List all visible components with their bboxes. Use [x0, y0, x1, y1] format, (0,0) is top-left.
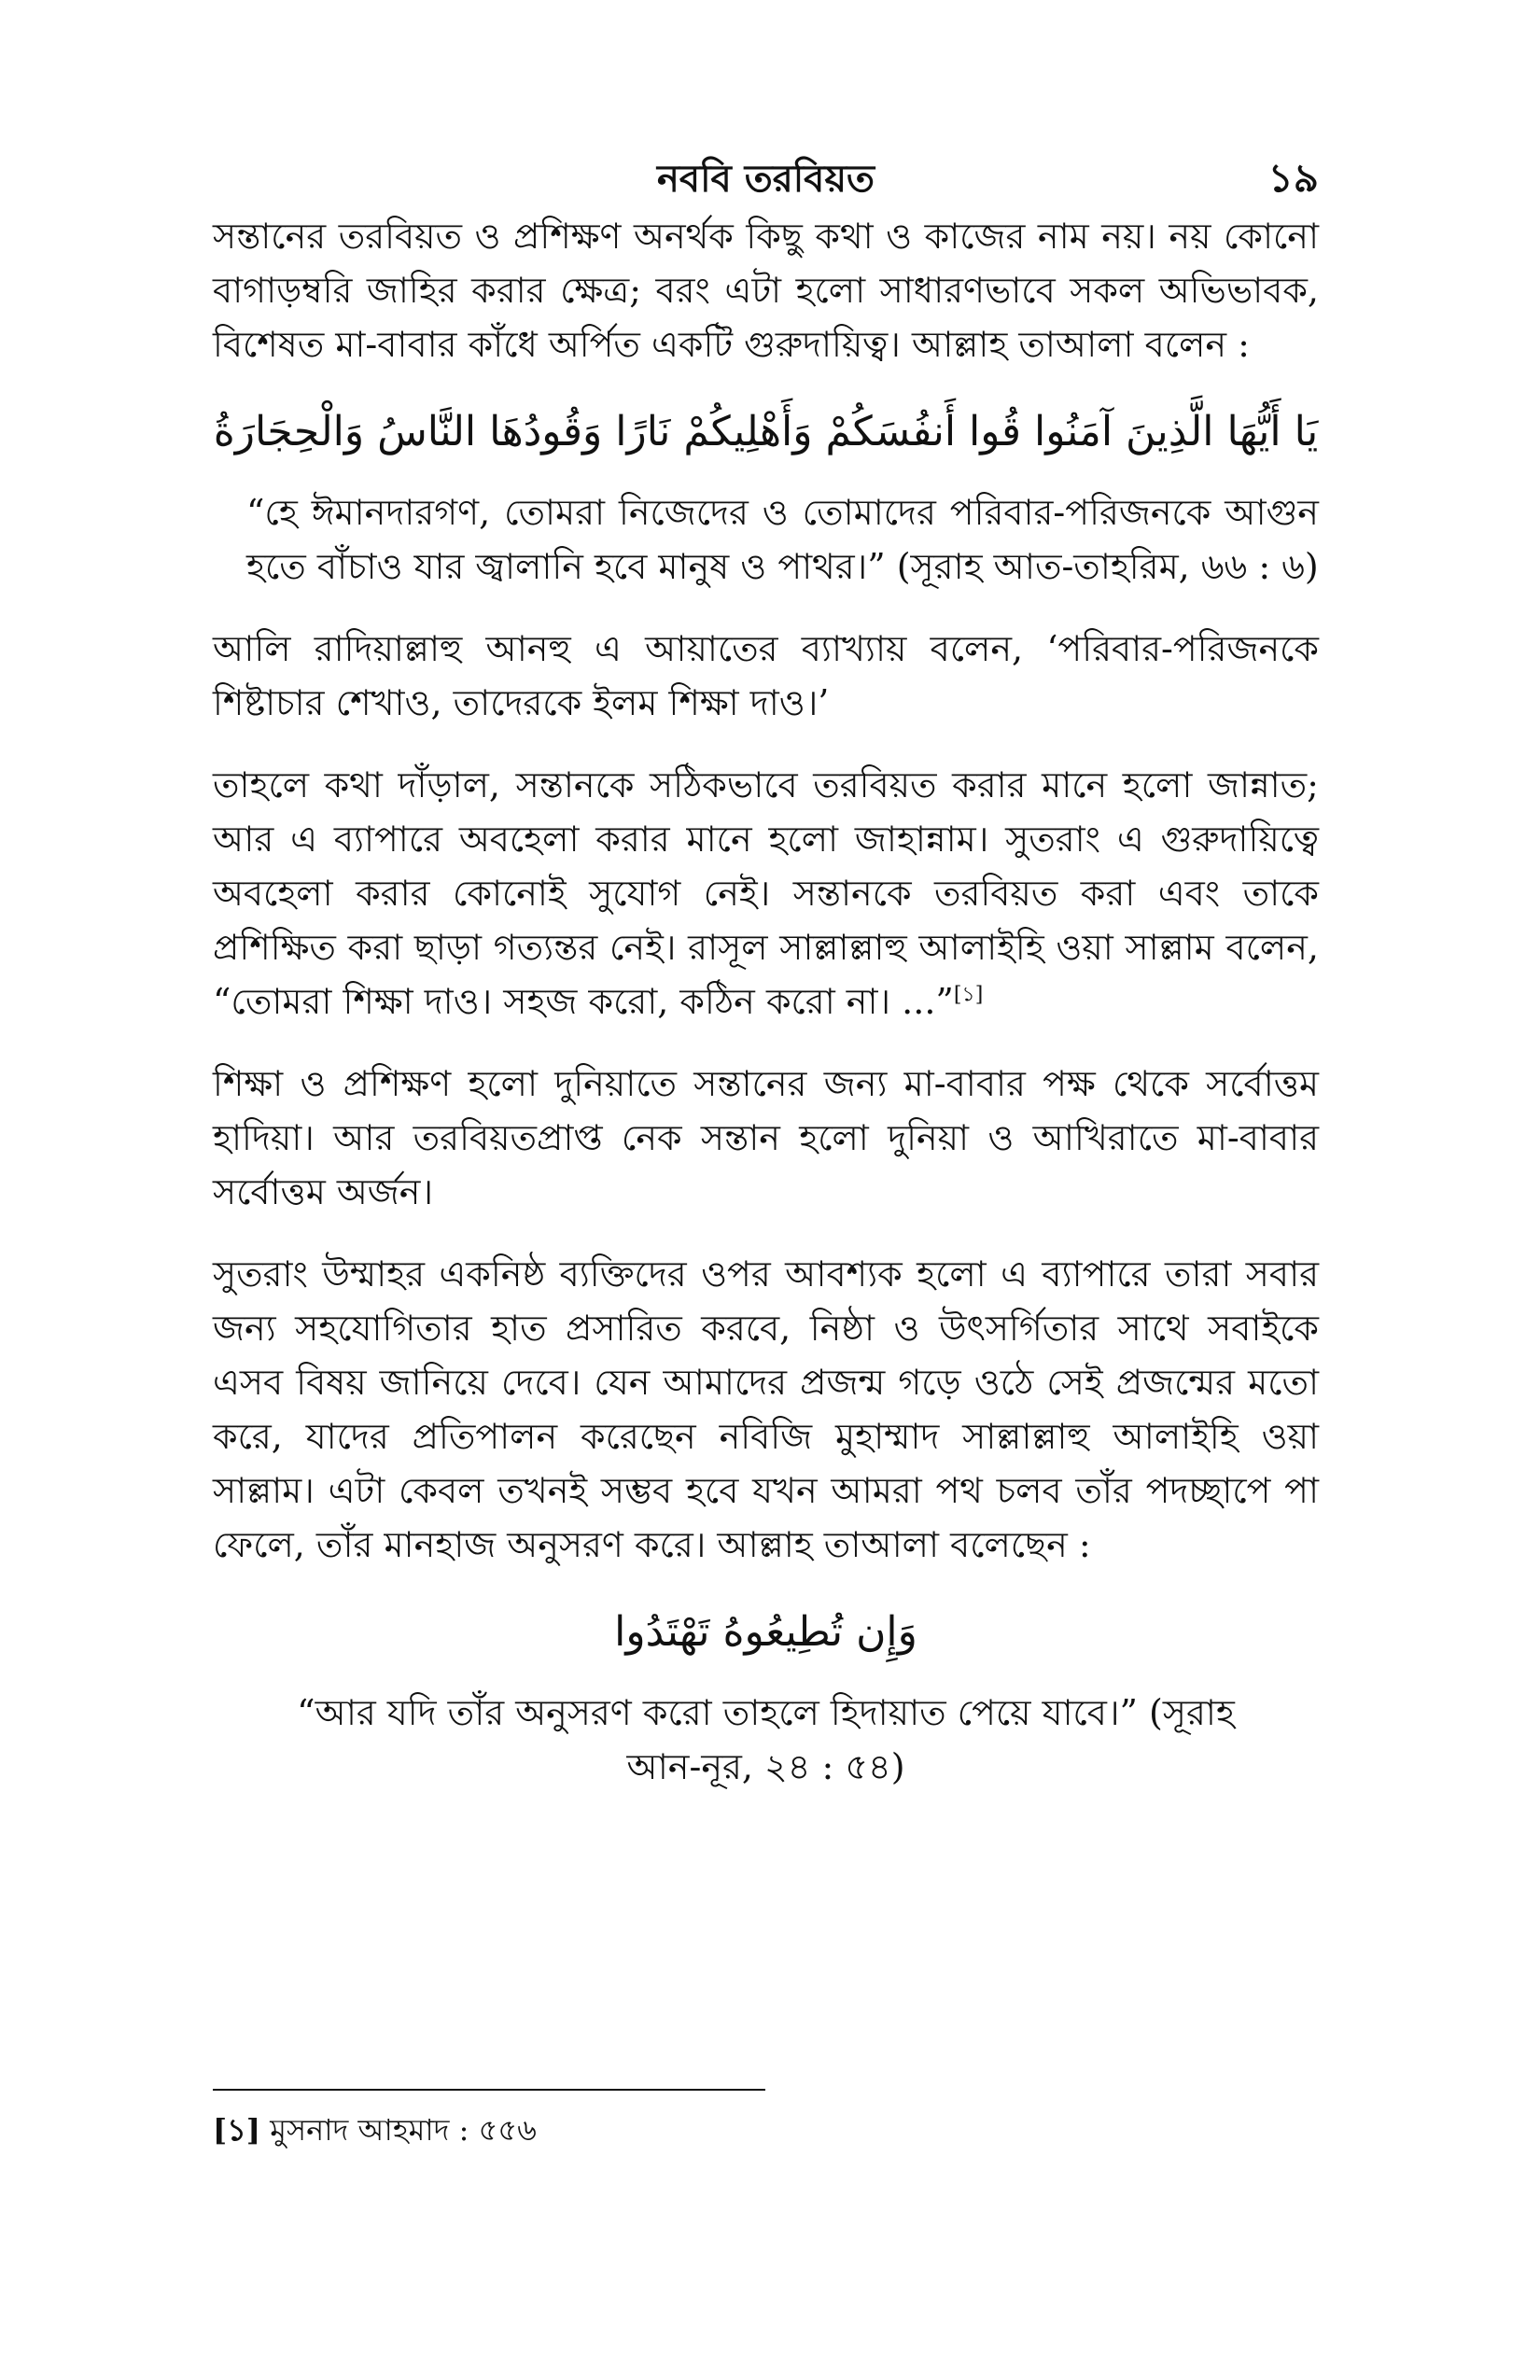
page-content: [213, 131, 1319, 1822]
arabic-verse-1: يَا أَيُّهَا الَّذِينَ آمَنُوا قُوا أَنفُسَكُمْ وَأَهْلِيكُمْ نَارًا وَقُودُهَا النَّاسُ وَالْحِجَارَةُ: [213, 408, 1319, 455]
running-header: [213, 131, 1319, 205]
paragraph-2: আলি রাদিয়াল্লাহু আনহু এ আয়াতের ব্যাখ্যায় বলেন, ‘পরিবার-পরিজনকে শিষ্টাচার শেখাও, তাদেরকে ইলম শিক্ষা দাও।’: [213, 628, 1319, 723]
footnote-divider: [213, 2089, 765, 2091]
paragraph-3: [213, 758, 1319, 1029]
paragraph-4: শিক্ষা ও প্রশিক্ষণ হলো দুনিয়াতে সন্তানের জন্য মা-বাবার পক্ষ থেকে সর্বোত্তম হাদিয়া। আর তরবিয়তপ্রাপ্ত নেক সন্তান হলো দুনিয়া ও আখিরাতে মা-বাবার সর্বোত্তম অর্জন।: [213, 1063, 1319, 1212]
footnote-reference[interactable]: [১]: [953, 983, 984, 1007]
verse-translation-2: “আর যদি তাঁর অনুসরণ করো তাহলে হিদায়াত পেয়ে যাবে।” (সূরাহ আন-নূর, ২৪ : ৫৪): [297, 1692, 1235, 1787]
arabic-verse-2: وَإِن تُطِيعُوهُ تَهْتَدُوا: [614, 1608, 917, 1656]
footnote-1: [213, 2109, 537, 2150]
footnote-text: মুসনাদ আহমাদ : ৫৫৬: [270, 2112, 537, 2148]
paragraph-1: সন্তানের তরবিয়ত ও প্রশিক্ষণ অনর্থক কিছু কথা ও কাজের নাম নয়। নয় কোনো বাগাড়ম্বরি জাহির করার ক্ষেত্র; বরং এটা হলো সাধারণভাবে সকল অভিভাবক, বিশেষত মা-বাবার কাঁধে অর্পিত একটি গুরুদায়িত্ব। আল্লাহ তাআলা বলেন :: [213, 216, 1319, 365]
running-title: নববি তরবিয়ত: [656, 157, 875, 201]
paragraph-5: সুতরাং উম্মাহর একনিষ্ঠ ব্যক্তিদের ওপর আবশ্যক হলো এ ব্যাপারে তারা সবার জন্য সহযোগিতার হাত প্রসারিত করবে, নিষ্ঠা ও উৎসর্গিতার সাথে সবাইকে এসব বিষয় জানিয়ে দেবে। যেন আমাদের প্রজন্ম গড়ে ওঠে সেই প্রজন্মের মতো করে, যাদের প্রতিপালন করেছেন নবিজি মুহাম্মাদ সাল্লাল্লাহু আলাইহি ওয়া সাল্লাম। এটা কেবল তখনই সম্ভব হবে যখন আমরা পথ চলব তাঁর পদচ্ছাপে পা ফেলে, তাঁর মানহাজ অনুসরণ করে। আল্লাহ তাআলা বলেছেন :: [213, 1253, 1319, 1565]
page-number: ১৯: [1267, 155, 1319, 201]
footnote-marker: [১]: [213, 2112, 261, 2148]
verse-translation-1: “হে ঈমানদারগণ, তোমরা নিজেদের ও তোমাদের পরিবার-পরিজনকে আগুন হতে বাঁচাও যার জ্বালানি হবে মানুষ ও পাথর।” (সূরাহ আত-তাহরিম, ৬৬ : ৬): [246, 492, 1319, 587]
paragraph-3-text: তাহলে কথা দাঁড়াল, সন্তানকে সঠিকভাবে তরবিয়ত করার মানে হলো জান্নাত; আর এ ব্যাপারে অবহেলা করার মানে হলো জাহান্নাম। সুতরাং এ গুরুদায়িত্বে অবহেলা করার কোনোই সুযোগ নেই। সন্তানকে তরবিয়ত করা এবং তাকে প্রশিক্ষিত করা ছাড়া গত্যন্তর নেই। রাসূল সাল্লাল্লাহু আলাইহি ওয়া সাল্লাম বলেন, “তোমরা শিক্ষা দাও। সহজ করো, কঠিন করো না। ...”: [213, 764, 1319, 1022]
